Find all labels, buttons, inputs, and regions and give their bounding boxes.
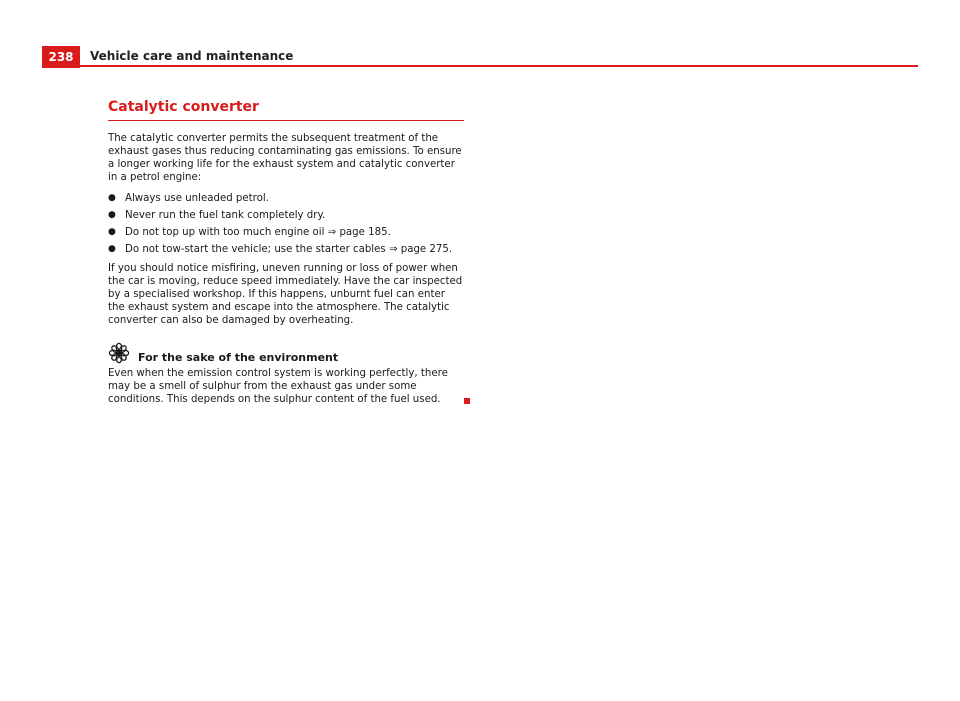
section-title: Catalytic converter xyxy=(108,99,464,121)
page-header-title: Vehicle care and maintenance xyxy=(90,49,294,63)
environment-note-text: Even when the emission control system is working perfectly, there may be a smell of sulphur from the exhaust gas under some conditions. This depends on the sulphur content of the fuel used. xyxy=(108,368,448,405)
list-item xyxy=(108,192,464,205)
list-item-text: Never run the fuel tank completely dry. xyxy=(125,210,326,221)
list-item xyxy=(108,243,464,256)
content-column xyxy=(108,99,464,406)
environment-title: For the sake of the environment xyxy=(138,351,339,364)
bullet-icon: ● xyxy=(108,244,116,254)
intro-paragraph: The catalytic converter permits the subsequent treatment of the exhaust gases thus reducing contaminating gas emissions. To ensure a longer working life for the exhaust system and catalytic converter in a petrol engine: xyxy=(108,133,462,183)
bullet-icon: ● xyxy=(108,193,116,203)
bullet-icon: ● xyxy=(108,227,116,237)
page-number: 238 xyxy=(42,46,80,68)
list-item xyxy=(108,226,464,239)
list-item xyxy=(108,209,464,222)
bullet-icon: ● xyxy=(108,210,116,220)
list-item-text: Always use unleaded petrol. xyxy=(125,193,269,204)
list-item-text: Do not tow-start the vehicle; use the starter cables ⇒ page 275. xyxy=(125,244,453,255)
environment-note xyxy=(108,367,464,406)
section-end-marker xyxy=(464,398,470,404)
list-item-text: Do not top up with too much engine oil ⇒ page 185. xyxy=(125,227,391,238)
environment-heading xyxy=(108,342,464,364)
warning-paragraph: If you should notice misfiring, uneven running or loss of power when the car is moving, reduce speed immediately. Have the car inspected by a specialised workshop. If this happens, unburnt fuel can enter the exhaust system and escape into the atmosphere. The catalytic converter can also be damaged by overheating. xyxy=(108,263,463,326)
flower-icon xyxy=(108,342,130,364)
header-divider xyxy=(80,65,918,67)
bullet-list xyxy=(108,192,464,256)
